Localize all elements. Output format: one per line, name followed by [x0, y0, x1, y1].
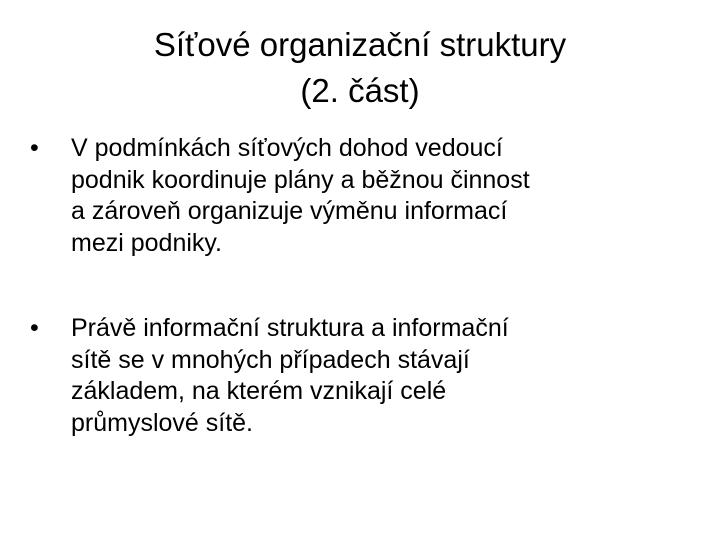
bullet-list	[30, 133, 710, 439]
bullet-text-line: sítě se v mnohých případech stávají	[71, 345, 470, 374]
bullet-text-line: Právě informační struktura a informační	[71, 314, 509, 342]
bullet-text-line: V podmínkách síťových dohod vedoucí	[71, 134, 503, 162]
bullet-text-line: základem, na kterém vznikají celé	[71, 377, 447, 405]
bullet-text-line: průmyslové sítě.	[71, 408, 254, 437]
slide-title	[60, 22, 660, 114]
bullet-text-line: mezi podniky.	[71, 228, 222, 257]
bullet-text-line: a zároveň organizuje výměnu informací	[71, 197, 508, 225]
title-line: (2. část)	[300, 72, 420, 109]
bullet-item	[30, 133, 710, 259]
title-line: Síťové organizační struktury	[153, 26, 567, 63]
bullet-text-line: podnik koordinuje plány a běžnou činnost	[71, 165, 530, 194]
bullet-item	[30, 313, 710, 439]
bullet-dot-icon: •	[30, 314, 39, 342]
bullet-dot-icon: •	[30, 134, 39, 162]
